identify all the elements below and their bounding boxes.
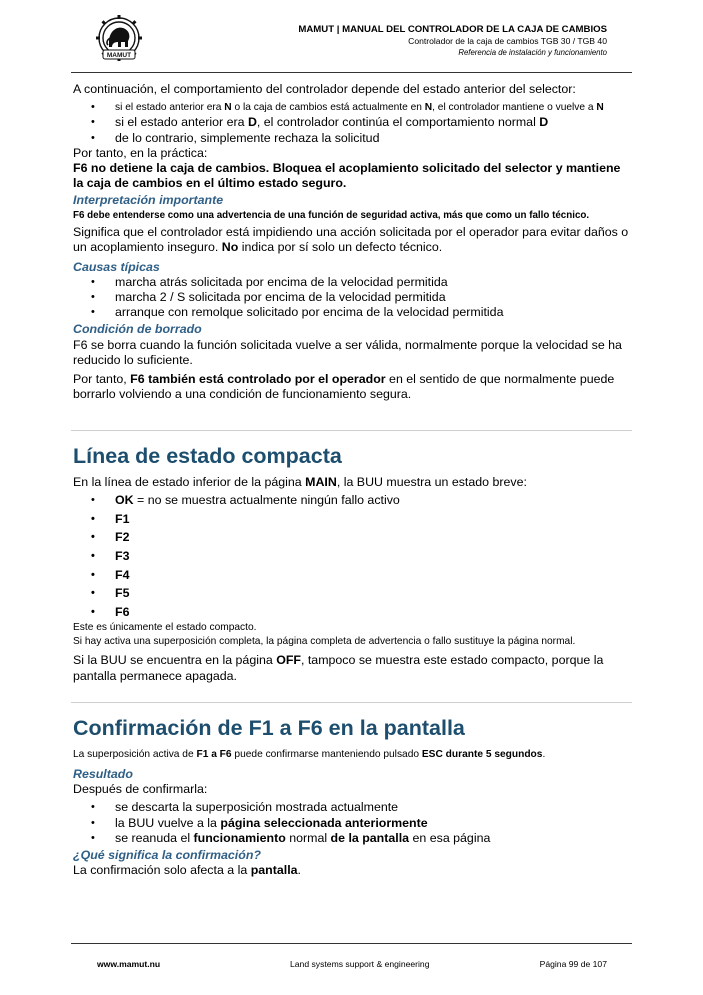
header-subtitle: Controlador de la caja de cambios TGB 30 / TGB 40 xyxy=(408,36,607,46)
text: N xyxy=(596,102,604,114)
status-line-intro xyxy=(73,475,633,490)
interpretation-label: Interpretación importante xyxy=(73,193,224,208)
text: normal xyxy=(285,830,331,845)
text: F1 a F6 xyxy=(196,749,232,760)
list-item xyxy=(73,816,633,831)
text: puede confirmarse manteniendo pulsado xyxy=(231,749,422,760)
status-code-f5: • F5 xyxy=(73,584,633,603)
footer-tagline: Land systems support & engineering xyxy=(290,959,430,969)
text: N xyxy=(424,102,433,114)
text: . xyxy=(297,863,301,878)
text: D xyxy=(539,115,549,130)
status-code-f1: • F1 xyxy=(73,510,633,529)
practice-intro: Por tanto, en la práctica: xyxy=(73,145,208,160)
clear-condition-text: F6 se borra cuando la función solicitada vuelve a ser válida, normalmente porque la velocidad se ha reducido lo suficiente. xyxy=(73,337,622,367)
text: , la BUU muestra un estado breve: xyxy=(336,475,527,489)
practice-summary: F6 no detiene la caja de cambios. Bloquea el acoplamiento solicitado del selector y mantiene la caja de cambios en el último estado seguro. xyxy=(73,161,621,191)
compact-note: Este es únicamente el estado compacto. xyxy=(73,622,257,634)
overlay-note: Si hay activa una superposición completa, la página completa de advertencia o fallo sustituye la página normal. xyxy=(73,636,576,648)
question-label: ¿Qué significa la confirmación? xyxy=(73,848,261,863)
header-reference: Referencia de instalación y funcionamiento xyxy=(458,48,607,57)
text: . xyxy=(542,749,546,760)
text: indica por sí solo un defecto técnico. xyxy=(238,240,443,255)
confirmation-section xyxy=(73,748,633,878)
text: funcionamiento xyxy=(193,830,286,845)
list-item xyxy=(73,100,633,115)
text: Si la BUU se encuentra en la página xyxy=(73,653,277,668)
section-title-compact-status: Línea de estado compacta xyxy=(73,444,342,468)
text: , el controlador continúa el comportamiento normal xyxy=(256,115,540,130)
section-divider xyxy=(71,702,632,703)
logo-text: MAMUT xyxy=(106,52,132,59)
text: o la caja de cambios está actualmente en xyxy=(231,102,425,114)
causes-label: Causas típicas xyxy=(73,259,160,274)
text: se reanuda el xyxy=(115,830,194,845)
text: de la pantalla xyxy=(330,830,410,845)
result-label: Resultado xyxy=(73,767,133,781)
list-item xyxy=(73,831,633,846)
causes-list xyxy=(73,275,633,321)
list-item: • de lo contrario, simplemente rechaza la solicitud xyxy=(73,131,633,146)
footer-rule xyxy=(71,943,632,944)
text: si el estado anterior era xyxy=(115,102,225,114)
text: OFF xyxy=(276,653,301,668)
list-item xyxy=(73,491,633,510)
text: Significa que el controlador está impidiendo una acción solicitada por el operador para evitar daños o un acoplamiento inseguro. xyxy=(73,225,629,255)
text: si el estado anterior era xyxy=(115,115,248,130)
meaning-paragraph xyxy=(73,225,633,255)
list-item: • arranque con remolque solicitado por encima de la velocidad permitida xyxy=(73,305,633,320)
text: En la línea de estado inferior de la página xyxy=(73,475,306,489)
list-item: • marcha 2 / S solicitada por encima de la velocidad permitida xyxy=(73,290,633,305)
text: OK xyxy=(115,493,134,508)
result-list xyxy=(73,800,633,846)
f6-continuation xyxy=(73,82,633,402)
list-item: • se descarta la superposición mostrada actualmente xyxy=(73,800,633,815)
text: pantalla xyxy=(250,863,298,878)
text: la BUU vuelve a la xyxy=(115,815,221,830)
selector-behaviour-list xyxy=(73,100,633,146)
status-code-f3: • F3 xyxy=(73,547,633,566)
off-page-paragraph xyxy=(73,653,633,683)
text: D xyxy=(247,115,257,130)
text: en el sentido de que normalmente puede borrarlo volviendo a una condición de funcionamiento segura. xyxy=(73,372,615,402)
selector-intro: A continuación, el comportamiento del controlador depende del estado anterior del selector: xyxy=(73,82,576,96)
text: No xyxy=(221,240,239,255)
text: en esa página xyxy=(409,830,491,845)
status-codes-list xyxy=(73,491,633,621)
text: , el controlador mantiene o vuelve a xyxy=(432,102,597,114)
text: La superposición activa de xyxy=(73,749,197,760)
text: , tampoco se muestra este estado compacto, porque la pantalla permanece apagada. xyxy=(73,653,604,683)
footer-website: www.mamut.nu xyxy=(97,959,161,969)
status-code-f2: • F2 xyxy=(73,528,633,547)
header-title: MAMUT | MANUAL DEL CONTROLADOR DE LA CAJA DE CAMBIOS xyxy=(298,24,607,35)
confirmation-scope xyxy=(73,863,633,878)
clear-condition-label: Condición de borrado xyxy=(73,322,202,337)
interpretation-note: F6 debe entenderse como una advertencia de una función de seguridad activa, más que como un fallo técnico. xyxy=(73,209,590,221)
after-confirm-intro: Después de confirmarla: xyxy=(73,782,208,797)
text: página seleccionada anteriormente xyxy=(220,815,428,830)
compact-status-section xyxy=(73,475,633,684)
text: N xyxy=(224,102,232,114)
confirmation-intro xyxy=(73,748,633,762)
text: MAIN xyxy=(305,475,337,489)
text: F6 también está controlado por el operador xyxy=(130,372,386,387)
text: Por tanto, xyxy=(73,372,131,387)
mamut-logo-icon xyxy=(92,14,146,64)
status-code-f4: • F4 xyxy=(73,566,633,585)
text: ESC durante 5 segundos xyxy=(421,749,543,760)
list-item xyxy=(73,115,633,130)
operator-paragraph xyxy=(73,372,633,402)
page-header xyxy=(298,24,607,58)
list-item: • marcha atrás solicitada por encima de la velocidad permitida xyxy=(73,275,633,290)
header-rule xyxy=(71,72,632,73)
text: = no se muestra actualmente ningún fallo activo xyxy=(133,493,400,508)
section-divider xyxy=(71,430,632,431)
section-title-confirmation: Confirmación de F1 a F6 en la pantalla xyxy=(73,716,465,740)
footer-page-number: Página 99 de 107 xyxy=(539,959,607,969)
text: La confirmación solo afecta a la xyxy=(73,863,251,878)
status-code-f6: • F6 xyxy=(73,603,633,622)
